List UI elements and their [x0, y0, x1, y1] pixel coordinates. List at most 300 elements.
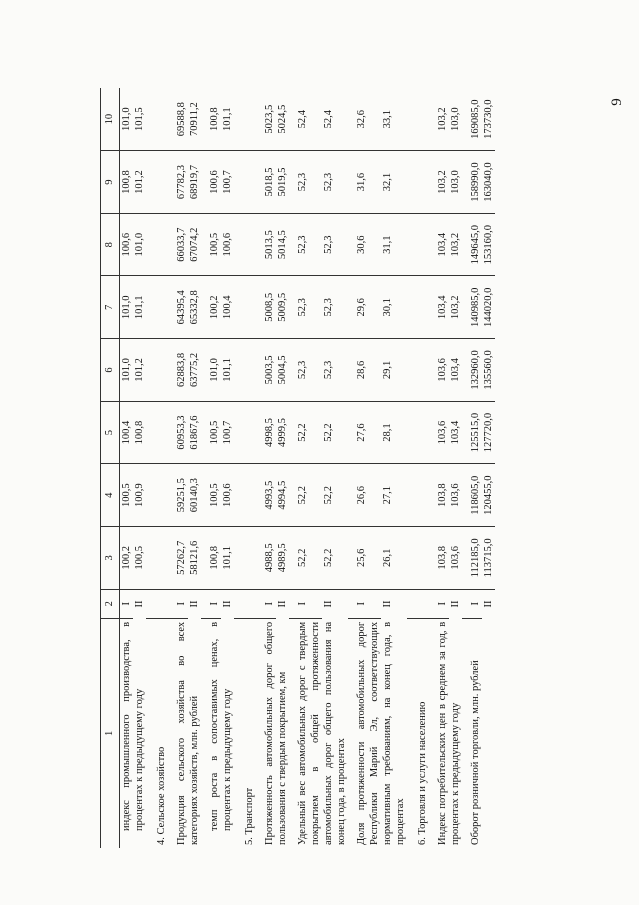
spacer-cell: [146, 213, 153, 276]
empty-cell: [241, 527, 256, 590]
spacer-cell: [429, 589, 436, 618]
spacer-row: [146, 88, 153, 848]
spacer-row: [407, 88, 414, 848]
spacer-cell: [146, 589, 153, 618]
variant-cell: I: [120, 589, 134, 618]
spacer-cell: [234, 589, 241, 618]
table-body: [120, 88, 496, 848]
value-cell: 29,6: [355, 276, 381, 339]
spacer-cell: [289, 618, 296, 848]
value-cell: 52,3: [296, 276, 322, 339]
value-cell: 30,1: [381, 276, 407, 339]
spacer-cell: [256, 151, 263, 214]
spacer-cell: [462, 401, 469, 464]
spacer-cell: [462, 276, 469, 339]
indicator-label-text: Продукция сельского хозяйства во всех категориях хозяйств, млн. рублей: [176, 621, 200, 845]
value-cell: 27,1: [381, 464, 407, 527]
spacer-cell: [348, 151, 355, 214]
spacer-cell: [462, 213, 469, 276]
spacer-cell: [234, 339, 241, 402]
value-cell: 101,2: [133, 151, 146, 214]
spacer-cell: [168, 527, 175, 590]
value-cell: 103,4: [449, 401, 462, 464]
section-row: [241, 88, 256, 848]
value-cell: 59251,5: [175, 464, 188, 527]
value-cell: 67782,3: [175, 151, 188, 214]
value-cell: 4993,5: [263, 464, 276, 527]
spacer-cell: [407, 527, 414, 590]
value-cell: 52,3: [296, 151, 322, 214]
value-cell: 103,8: [436, 527, 449, 590]
value-cell: 52,3: [322, 151, 348, 214]
empty-cell: [153, 213, 168, 276]
spacer-cell: [348, 527, 355, 590]
spacer-cell: [146, 151, 153, 214]
value-cell: 103,6: [449, 464, 462, 527]
column-header: 10: [101, 88, 120, 151]
empty-cell: [241, 88, 256, 151]
value-cell: 125515,0: [469, 401, 482, 464]
empty-cell: [414, 88, 429, 151]
spacer-cell: [146, 527, 153, 590]
column-header: 7: [101, 276, 120, 339]
value-cell: 52,2: [322, 401, 348, 464]
value-cell: 100,5: [133, 527, 146, 590]
spacer-cell: [146, 276, 153, 339]
column-header: 5: [101, 401, 120, 464]
rotated-table-container: [100, 88, 530, 848]
spacer-cell: [234, 88, 241, 151]
spacer-cell: [146, 618, 153, 848]
spacer-cell: [168, 401, 175, 464]
page-number: 9: [609, 98, 625, 106]
spacer-cell: [348, 88, 355, 151]
value-cell: 29,1: [381, 339, 407, 402]
empty-cell: [414, 589, 429, 618]
spacer-cell: [289, 88, 296, 151]
value-cell: 113715,0: [482, 527, 495, 590]
value-cell: 158990,0: [469, 151, 482, 214]
spacer-cell: [146, 401, 153, 464]
indicator-label: [175, 618, 201, 848]
indicator-label: [436, 618, 462, 848]
value-cell: 100,5: [208, 401, 221, 464]
table-row: [436, 88, 449, 848]
value-cell: 52,4: [296, 88, 322, 151]
spacer-cell: [348, 339, 355, 402]
spacer-cell: [256, 464, 263, 527]
value-cell: 31,6: [355, 151, 381, 214]
variant-cell: I: [296, 589, 322, 618]
spacer-cell: [168, 88, 175, 151]
section-title: 6. Торговля и услуги населению: [417, 701, 428, 845]
spacer-cell: [146, 88, 153, 151]
value-cell: 101,0: [208, 339, 221, 402]
spacer-cell: [256, 213, 263, 276]
value-cell: 100,8: [120, 151, 134, 214]
empty-cell: [153, 589, 168, 618]
value-cell: 61867,6: [188, 401, 201, 464]
value-cell: 103,4: [436, 213, 449, 276]
value-cell: 100,8: [208, 527, 221, 590]
value-cell: 132960,0: [469, 339, 482, 402]
table-row: [175, 88, 188, 848]
value-cell: 52,2: [296, 464, 322, 527]
spacer-cell: [348, 618, 355, 848]
indicator-label-text: темп роста в сопоставимых ценах, в процентах к предыдущему году: [209, 621, 233, 831]
spacer-cell: [201, 151, 208, 214]
value-cell: 103,2: [436, 151, 449, 214]
value-cell: 26,6: [355, 464, 381, 527]
value-cell: 103,4: [449, 339, 462, 402]
spacer-cell: [289, 276, 296, 339]
spacer-cell: [168, 151, 175, 214]
value-cell: 100,6: [208, 151, 221, 214]
indicator-label-text: Индекс потребительских цен в среднем за год, в процентах к предыдущему году: [437, 621, 461, 845]
spacer-cell: [168, 213, 175, 276]
variant-cell: II: [382, 600, 393, 608]
spacer-cell: [146, 464, 153, 527]
empty-cell: [414, 527, 429, 590]
value-cell: 65332,8: [188, 276, 201, 339]
spacer-cell: [462, 339, 469, 402]
value-cell: 52,3: [322, 276, 348, 339]
spacer-row: [462, 88, 469, 848]
value-cell: 101,0: [120, 88, 134, 151]
section-title: 4. Сельское хозяйство: [156, 746, 167, 845]
spacer-cell: [407, 589, 414, 618]
value-cell: 52,2: [296, 527, 322, 590]
value-cell: 101,1: [221, 88, 234, 151]
section-row: [414, 88, 429, 848]
value-cell: 60953,3: [175, 401, 188, 464]
value-cell: 5003,5: [263, 339, 276, 402]
value-cell: 144020,0: [482, 276, 495, 339]
spacer-cell: [429, 151, 436, 214]
value-cell: 5013,5: [263, 213, 276, 276]
value-cell: 4988,5: [263, 527, 276, 590]
value-cell: 31,1: [381, 213, 407, 276]
spacer-cell: [168, 589, 175, 618]
spacer-cell: [201, 618, 208, 848]
value-cell: 5004,5: [276, 339, 289, 402]
value-cell: 63775,2: [188, 339, 201, 402]
spacer-cell: [256, 88, 263, 151]
indicator-label-text: Протяженность автомобильных дорог общего пользования с твердым покрытием, км: [264, 621, 288, 845]
spacer-cell: [462, 589, 469, 618]
value-cell: 4998,5: [263, 401, 276, 464]
value-cell: 118605,0: [469, 464, 482, 527]
column-header: 8: [101, 213, 120, 276]
spacer-cell: [234, 401, 241, 464]
value-cell: 103,2: [449, 276, 462, 339]
spacer-cell: [462, 464, 469, 527]
table-row: [120, 88, 134, 848]
value-cell: 101,0: [120, 276, 134, 339]
empty-cell: [153, 527, 168, 590]
empty-cell: [241, 213, 256, 276]
spacer-cell: [407, 88, 414, 151]
indicator-label-text: Доля протяженности автомобильных дорог Республики Марий Эл, соответствующих нормативным требованиям, на конец года, в процентах: [356, 621, 406, 845]
spacer-cell: [201, 88, 208, 151]
spacer-cell: [234, 151, 241, 214]
spacer-cell: [348, 213, 355, 276]
value-cell: 5008,5: [263, 276, 276, 339]
variant-cell: II: [189, 600, 200, 608]
value-cell: 103,6: [449, 527, 462, 590]
spacer-cell: [289, 589, 296, 618]
value-cell: 68919,7: [188, 151, 201, 214]
empty-cell: [414, 213, 429, 276]
spacer-cell: [168, 276, 175, 339]
value-cell: 163040,0: [482, 151, 495, 214]
spacer-cell: [146, 339, 153, 402]
column-header: 6: [101, 339, 120, 402]
table-row: [355, 88, 381, 848]
spacer-cell: [168, 618, 175, 848]
value-cell: 112185,0: [469, 527, 482, 590]
indicator-label-text: Оборот розничной торговли, млн. рублей: [470, 660, 481, 845]
spacer-cell: [429, 401, 436, 464]
column-header: 2: [101, 589, 120, 618]
variant-cell: II: [323, 600, 334, 608]
spacer-cell: [348, 464, 355, 527]
empty-cell: [414, 464, 429, 527]
value-cell: 120455,0: [482, 464, 495, 527]
value-cell: 169085,0: [469, 88, 482, 151]
spacer-cell: [429, 88, 436, 151]
value-cell: 103,6: [436, 401, 449, 464]
spacer-cell: [289, 401, 296, 464]
value-cell: 101,5: [133, 88, 146, 151]
spacer-cell: [256, 276, 263, 339]
spacer-cell: [234, 276, 241, 339]
value-cell: 101,2: [133, 339, 146, 402]
spacer-cell: [429, 464, 436, 527]
spacer-cell: [429, 213, 436, 276]
spacer-cell: [289, 527, 296, 590]
forecast-table: [100, 88, 495, 848]
spacer-row: [348, 88, 355, 848]
value-cell: 100,6: [221, 464, 234, 527]
spacer-cell: [429, 276, 436, 339]
value-cell: 64395,4: [175, 276, 188, 339]
variant-cell: I: [355, 589, 381, 618]
value-cell: 140985,0: [469, 276, 482, 339]
spacer-cell: [201, 276, 208, 339]
value-cell: 52,2: [322, 464, 348, 527]
value-cell: 60140,3: [188, 464, 201, 527]
indicator-label: [296, 618, 348, 848]
indicator-label-text: Удельный вес автомобильных дорог с твердым покрытием в общей протяженности автомобильных дорог общего пользования на конец года, в процентах: [297, 621, 347, 845]
value-cell: 100,4: [221, 276, 234, 339]
value-cell: 27,6: [355, 401, 381, 464]
value-cell: 52,3: [322, 213, 348, 276]
spacer-cell: [348, 589, 355, 618]
spacer-cell: [348, 401, 355, 464]
value-cell: 66033,7: [175, 213, 188, 276]
value-cell: 4994,5: [276, 464, 289, 527]
value-cell: 100,2: [120, 527, 134, 590]
spacer-cell: [407, 276, 414, 339]
spacer-cell: [234, 618, 241, 848]
spacer-cell: [201, 589, 208, 618]
empty-cell: [153, 276, 168, 339]
value-cell: 30,6: [355, 213, 381, 276]
empty-cell: [414, 151, 429, 214]
value-cell: 103,0: [449, 151, 462, 214]
indicator-label-text: индекс промышленного производства, в процентах к предыдущему году: [121, 621, 145, 831]
spacer-cell: [289, 339, 296, 402]
value-cell: 70911,2: [188, 88, 201, 151]
value-cell: 103,0: [449, 88, 462, 151]
value-cell: 101,1: [221, 527, 234, 590]
spacer-cell: [201, 339, 208, 402]
value-cell: 28,6: [355, 339, 381, 402]
value-cell: 100,8: [133, 401, 146, 464]
value-cell: 69588,8: [175, 88, 188, 151]
spacer-cell: [256, 527, 263, 590]
empty-cell: [241, 589, 256, 618]
value-cell: 100,7: [221, 401, 234, 464]
spacer-row: [256, 88, 263, 848]
value-cell: 103,8: [436, 464, 449, 527]
value-cell: 52,3: [296, 339, 322, 402]
spacer-cell: [234, 464, 241, 527]
section-row: [153, 88, 168, 848]
spacer-cell: [289, 464, 296, 527]
empty-cell: [153, 464, 168, 527]
column-header: 9: [101, 151, 120, 214]
value-cell: 135560,0: [482, 339, 495, 402]
value-cell: 57262,7: [175, 527, 188, 590]
value-cell: 67074,2: [188, 213, 201, 276]
value-cell: 25,6: [355, 527, 381, 590]
spacer-row: [168, 88, 175, 848]
value-cell: 100,7: [221, 151, 234, 214]
value-cell: 26,1: [381, 527, 407, 590]
variant-cell: II: [134, 600, 145, 608]
spacer-cell: [407, 151, 414, 214]
value-cell: 101,0: [133, 213, 146, 276]
value-cell: 5023,5: [263, 88, 276, 151]
value-cell: 5009,5: [276, 276, 289, 339]
empty-cell: [153, 339, 168, 402]
value-cell: 62883,8: [175, 339, 188, 402]
table-row: [263, 88, 276, 848]
value-cell: 5019,5: [276, 151, 289, 214]
spacer-cell: [462, 88, 469, 151]
empty-cell: [241, 339, 256, 402]
spacer-cell: [407, 464, 414, 527]
value-cell: 100,2: [208, 276, 221, 339]
spacer-cell: [462, 151, 469, 214]
spacer-cell: [201, 401, 208, 464]
spacer-cell: [256, 589, 263, 618]
value-cell: 101,1: [221, 339, 234, 402]
spacer-cell: [201, 527, 208, 590]
spacer-cell: [407, 339, 414, 402]
indicator-label: [469, 618, 495, 848]
variant-cell: I: [469, 589, 482, 618]
value-cell: 101,0: [120, 339, 134, 402]
value-cell: 100,6: [221, 213, 234, 276]
value-cell: 100,8: [208, 88, 221, 151]
empty-cell: [241, 401, 256, 464]
empty-cell: [414, 339, 429, 402]
indicator-label: [263, 618, 289, 848]
spacer-cell: [429, 527, 436, 590]
empty-cell: [241, 151, 256, 214]
value-cell: 100,5: [208, 464, 221, 527]
table-header-row: [101, 88, 120, 848]
spacer-cell: [348, 276, 355, 339]
value-cell: 4989,5: [276, 527, 289, 590]
value-cell: 52,2: [296, 401, 322, 464]
value-cell: 100,5: [208, 213, 221, 276]
variant-cell: I: [208, 589, 221, 618]
spacer-cell: [256, 618, 263, 848]
value-cell: 28,1: [381, 401, 407, 464]
spacer-cell: [429, 339, 436, 402]
variant-cell: II: [222, 600, 233, 608]
variant-cell: I: [436, 589, 449, 618]
spacer-cell: [201, 213, 208, 276]
indicator-label: [120, 618, 147, 848]
empty-cell: [153, 88, 168, 151]
spacer-row: [429, 88, 436, 848]
value-cell: 103,2: [449, 213, 462, 276]
spacer-cell: [407, 618, 414, 848]
spacer-cell: [407, 213, 414, 276]
value-cell: 101,1: [133, 276, 146, 339]
variant-cell: II: [450, 600, 461, 608]
indicator-label: [208, 618, 234, 848]
value-cell: 52,3: [322, 339, 348, 402]
value-cell: 33,1: [381, 88, 407, 151]
spacer-cell: [429, 618, 436, 848]
value-cell: 5018,5: [263, 151, 276, 214]
empty-cell: [414, 401, 429, 464]
spacer-cell: [168, 339, 175, 402]
spacer-cell: [201, 464, 208, 527]
variant-cell: II: [483, 600, 494, 608]
value-cell: 5014,5: [276, 213, 289, 276]
table-row: [208, 88, 221, 848]
spacer-row: [234, 88, 241, 848]
empty-cell: [153, 151, 168, 214]
section-title: 5. Транспорт: [244, 787, 255, 845]
table-row: [296, 88, 322, 848]
value-cell: 52,4: [322, 88, 348, 151]
value-cell: 100,5: [120, 464, 134, 527]
empty-cell: [414, 276, 429, 339]
spacer-row: [201, 88, 208, 848]
value-cell: 103,2: [436, 88, 449, 151]
variant-cell: I: [175, 589, 188, 618]
value-cell: 153160,0: [482, 213, 495, 276]
variant-cell: I: [263, 589, 276, 618]
value-cell: 52,2: [322, 527, 348, 590]
column-header: 4: [101, 464, 120, 527]
spacer-cell: [462, 618, 469, 848]
spacer-cell: [256, 339, 263, 402]
value-cell: 100,6: [120, 213, 134, 276]
value-cell: 32,6: [355, 88, 381, 151]
spacer-cell: [462, 527, 469, 590]
value-cell: 32,1: [381, 151, 407, 214]
spacer-cell: [289, 151, 296, 214]
